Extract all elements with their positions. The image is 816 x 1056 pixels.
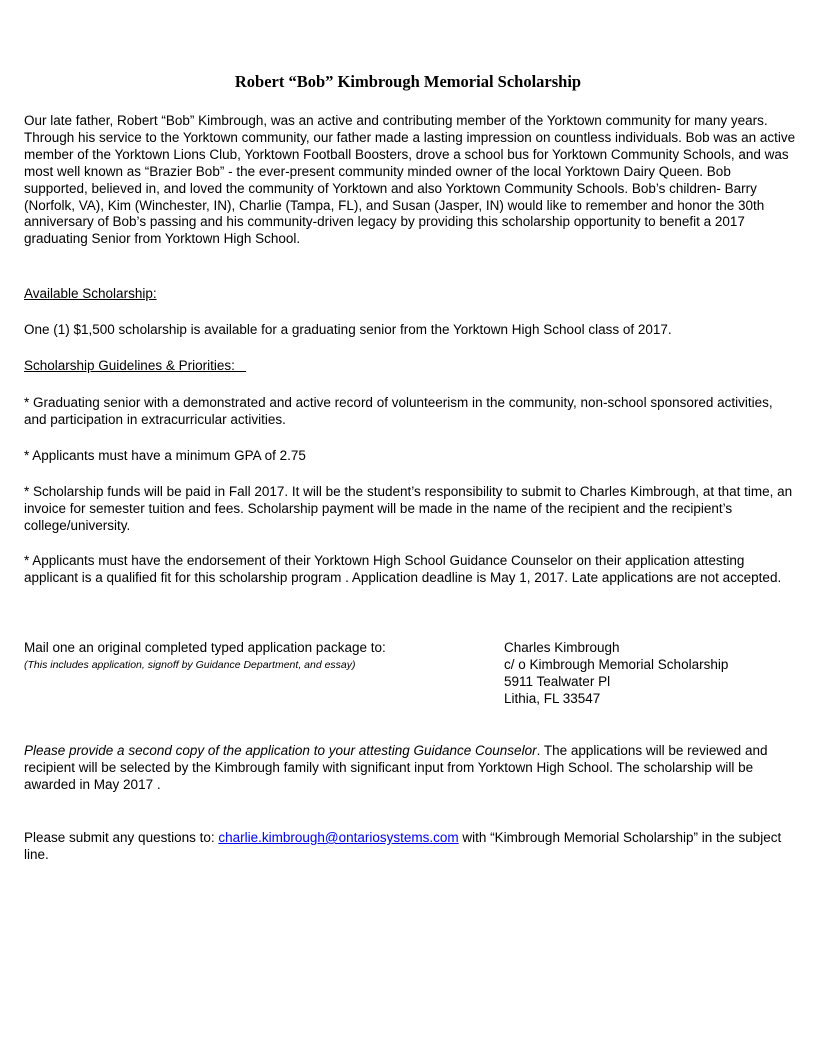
second-copy-paragraph — [24, 743, 796, 794]
address-line: 5911 Tealwater Pl — [504, 673, 611, 689]
mail-note: (This includes application, signoff by Guidance Department, and essay) — [24, 659, 356, 671]
questions-paragraph — [24, 830, 796, 864]
guideline-item: * Applicants must have a minimum GPA of 2.75 — [24, 448, 306, 463]
guideline-item: * Applicants must have the endorsement of their Yorktown High School Guidance Counselor on their application attesting applicant is a qualified fit for this scholarship program . Application deadline is May 1, 2017. Late applications are not accepted. — [24, 553, 782, 585]
intro-paragraph: Our late father, Robert “Bob” Kimbrough, was an active and contributing member of the Yorktown community for many years. Through his service to the Yorktown community, our father made a lasting impression on countless individuals. Bob was an active member of the Yorktown Lions Club, Yorktown Football Boosters, drove a school bus for Yorktown Community Schools, and was most well known as “Brazier Bob” - the ever-present community minded owner of the local Yorktown Dairy Queen. Bob supported, believed in, and loved the community of Yorktown and also Yorktown Community Schools. Bob’s children- Barry (Norfolk, VA), Kim (Winchester, IN), Charlie (Tampa, FL), and Susan (Jasper, IN) would like to remember and honor the 30th anniversary of Bob’s passing and his community-driven legacy by providing this scholarship opportunity to benefit a 2017 graduating Senior from Yorktown High School. — [24, 113, 796, 247]
guideline-item: * Scholarship funds will be paid in Fall 2017. It will be the student’s responsibility to submit to Charles Kimbrough, at that time, an invoice for semester tuition and fees. Scholarship payment will be made in the name of the recipient and the recipient’s college/university. — [24, 484, 793, 533]
second-copy-italic: Please provide a second copy of the application to your attesting Guidance Counselor — [24, 743, 537, 758]
questions-prefix: Please submit any questions to: — [24, 830, 219, 845]
address-line: Lithia, FL 33547 — [504, 690, 601, 706]
mail-instructions: Mail one an original completed typed application package to: — [24, 640, 386, 655]
address-line: Charles Kimbrough — [504, 640, 620, 655]
contact-email-link[interactable]: charlie.kimbrough@ontariosystems.com — [218, 830, 459, 845]
page-title: Robert “Bob” Kimbrough Memorial Scholarship — [234, 72, 582, 91]
address-line: c/ o Kimbrough Memorial Scholarship — [504, 656, 729, 672]
questions-suffix: with “Kimbrough Memorial Scholarship” in the subject line. — [24, 830, 782, 862]
mailing-address — [504, 640, 804, 708]
guideline-item: * Graduating senior with a demonstrated and active record of volunteerism in the community, non-school sponsored activities, and participation in extracurricular activities. — [24, 395, 773, 427]
guidelines-heading: Scholarship Guidelines & Priorities: — [24, 358, 247, 373]
second-copy-rest: . The applications will be reviewed and recipient will be selected by the Kimbrough family with significant input from Yorktown High School. The scholarship will be awarded in May 2017 . — [24, 743, 768, 792]
available-text: One (1) $1,500 scholarship is available for a graduating senior from the Yorktown High School class of 2017. — [24, 322, 672, 337]
available-heading: Available Scholarship: — [24, 286, 157, 301]
